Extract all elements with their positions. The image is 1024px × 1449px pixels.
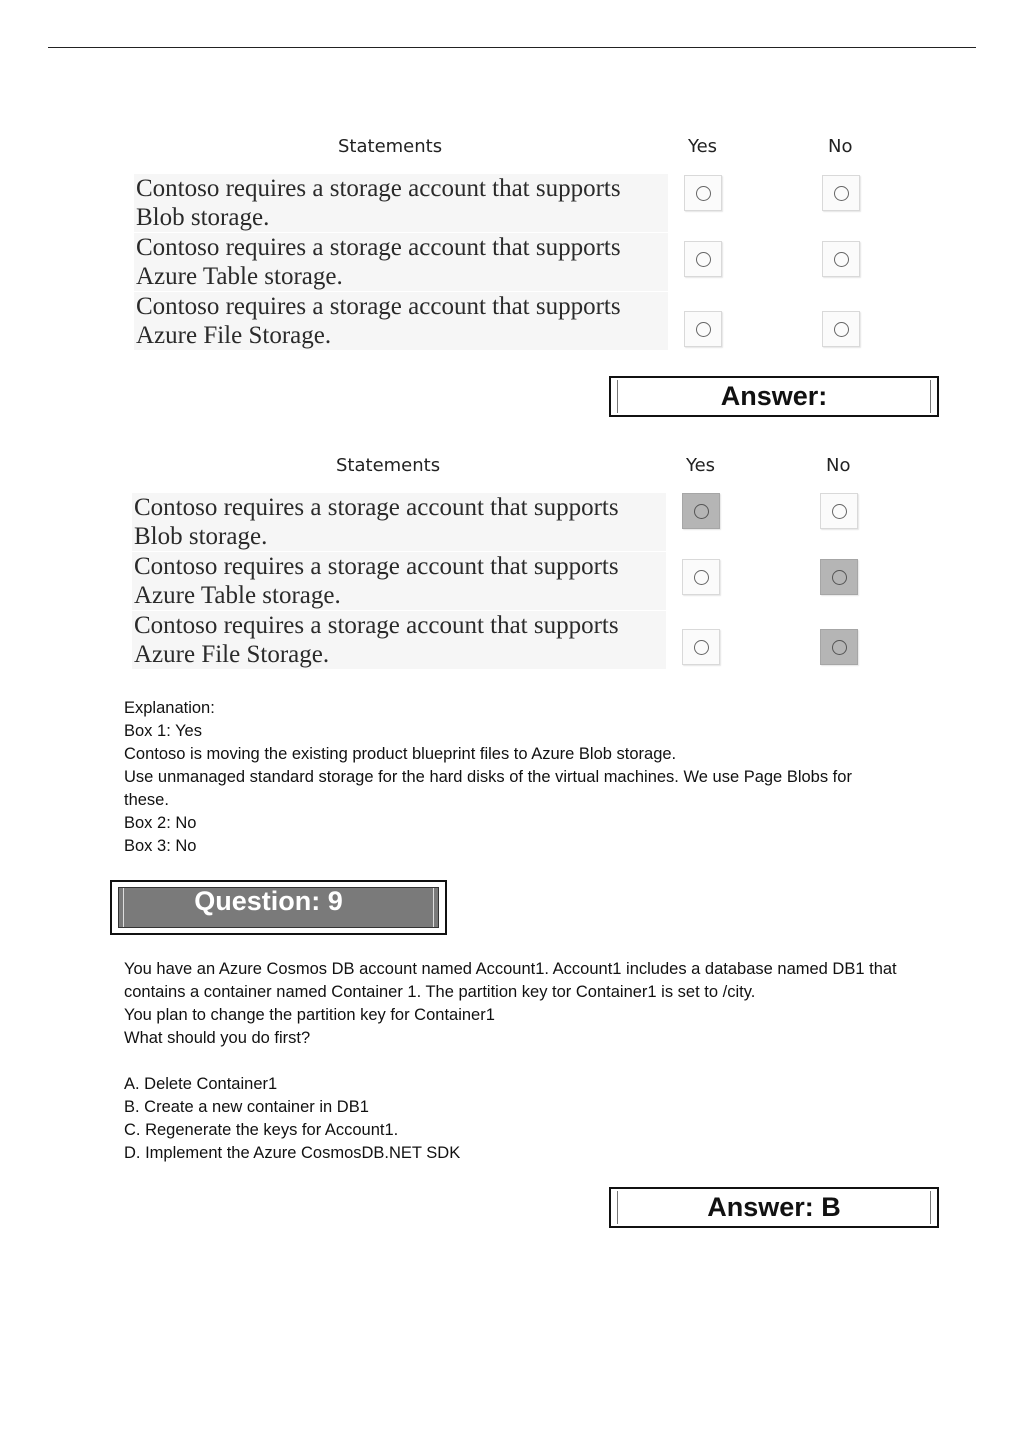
statement-text: [134, 292, 668, 350]
radio-circle-icon: [696, 322, 711, 337]
no-radio-selected[interactable]: [820, 629, 858, 665]
explanation-line: Box 1: Yes: [124, 722, 202, 740]
statement-text: [132, 611, 666, 669]
statement-line: Blob storage.: [134, 523, 268, 550]
no-radio[interactable]: [820, 493, 858, 529]
statement-line: Contoso requires a storage account that supports: [134, 553, 619, 580]
question-header: [110, 880, 447, 935]
question-stem-line: contains a container named Container 1. The partition key tor Container1 is set to /city.: [124, 983, 756, 1001]
statement-line: Blob storage.: [136, 204, 270, 231]
radio-circle-icon: [694, 640, 709, 655]
no-radio[interactable]: [822, 175, 860, 211]
statement-row-2: [134, 233, 868, 292]
question-stem-line: You have an Azure Cosmos DB account named Account1. Account1 includes a database named DB1 that: [124, 960, 897, 978]
radio-circle-icon: [694, 570, 709, 585]
radio-circle-icon: [834, 252, 849, 267]
answer-statements-table: [126, 455, 866, 675]
statement-line: Contoso requires a storage account that supports: [134, 612, 619, 639]
statement-text: [132, 552, 666, 610]
option-d: D. Implement the Azure CosmosDB.NET SDK: [124, 1144, 461, 1162]
statements-header: Statements: [338, 136, 443, 157]
question-statements-table: [128, 136, 868, 356]
statement-line: Contoso requires a storage account that supports: [136, 234, 621, 261]
statement-text: [134, 174, 668, 232]
statement-row-3: [132, 611, 866, 670]
yes-radio[interactable]: [684, 241, 722, 277]
radio-circle-icon: [696, 186, 711, 201]
explanation-line: Contoso is moving the existing product blueprint files to Azure Blob storage.: [124, 745, 677, 763]
no-radio-selected[interactable]: [820, 559, 858, 595]
statement-row-3: [134, 292, 868, 351]
yes-header: Yes: [688, 136, 718, 157]
statement-line: Contoso requires a storage account that supports: [136, 175, 621, 202]
explanation: [124, 697, 944, 858]
explanation-line: Use unmanaged standard storage for the hard disks of the virtual machines. We use Page Blobs for: [124, 768, 852, 786]
answer-label: Answer:: [720, 381, 828, 411]
statement-line: Contoso requires a storage account that supports: [136, 293, 621, 320]
statement-line: Contoso requires a storage account that supports: [134, 494, 619, 521]
yes-radio[interactable]: [684, 311, 722, 347]
statement-line: Azure File Storage.: [134, 641, 330, 668]
statement-row-1: [134, 174, 868, 233]
radio-circle-icon: [834, 322, 849, 337]
answer-box: [609, 376, 939, 417]
statements-header: Statements: [336, 455, 441, 476]
statement-line: Azure Table storage.: [136, 263, 343, 290]
statement-row-1: [132, 493, 866, 552]
no-header: No: [828, 136, 853, 157]
answer-label: Answer: B: [707, 1192, 841, 1222]
yes-radio[interactable]: [684, 175, 722, 211]
option-b: B. Create a new container in DB1: [124, 1098, 369, 1116]
option-c: C. Regenerate the keys for Account1.: [124, 1121, 399, 1139]
no-header: No: [826, 455, 851, 476]
question-stem-line: You plan to change the partition key for Container1: [124, 1006, 495, 1024]
option-a: A. Delete Container1: [124, 1075, 278, 1093]
page-top-rule: [48, 47, 976, 48]
yes-radio-selected[interactable]: [682, 493, 720, 529]
explanation-line: Box 3: No: [124, 837, 197, 855]
radio-circle-icon: [696, 252, 711, 267]
yes-radio[interactable]: [682, 629, 720, 665]
statement-line: Azure File Storage.: [136, 322, 332, 349]
explanation-line: Box 2: No: [124, 814, 197, 832]
no-radio[interactable]: [822, 311, 860, 347]
yes-header: Yes: [686, 455, 716, 476]
statement-text: [132, 493, 666, 551]
radio-circle-icon: [834, 186, 849, 201]
yes-radio[interactable]: [682, 559, 720, 595]
radio-circle-icon: [832, 504, 847, 519]
statement-line: Azure Table storage.: [134, 582, 341, 609]
spacer: [124, 1050, 944, 1073]
statement-row-2: [132, 552, 866, 611]
statement-text: [134, 233, 668, 291]
radio-circle-icon: [832, 570, 847, 585]
question-title: Question: 9: [194, 886, 343, 916]
no-radio[interactable]: [822, 241, 860, 277]
answer-box: [609, 1187, 939, 1228]
question-stem-line: What should you do first?: [124, 1029, 311, 1047]
radio-circle-icon: [832, 640, 847, 655]
radio-circle-icon: [694, 504, 709, 519]
explanation-line: Explanation:: [124, 699, 215, 717]
explanation-line: these.: [124, 791, 169, 809]
question-body: [124, 958, 944, 1165]
